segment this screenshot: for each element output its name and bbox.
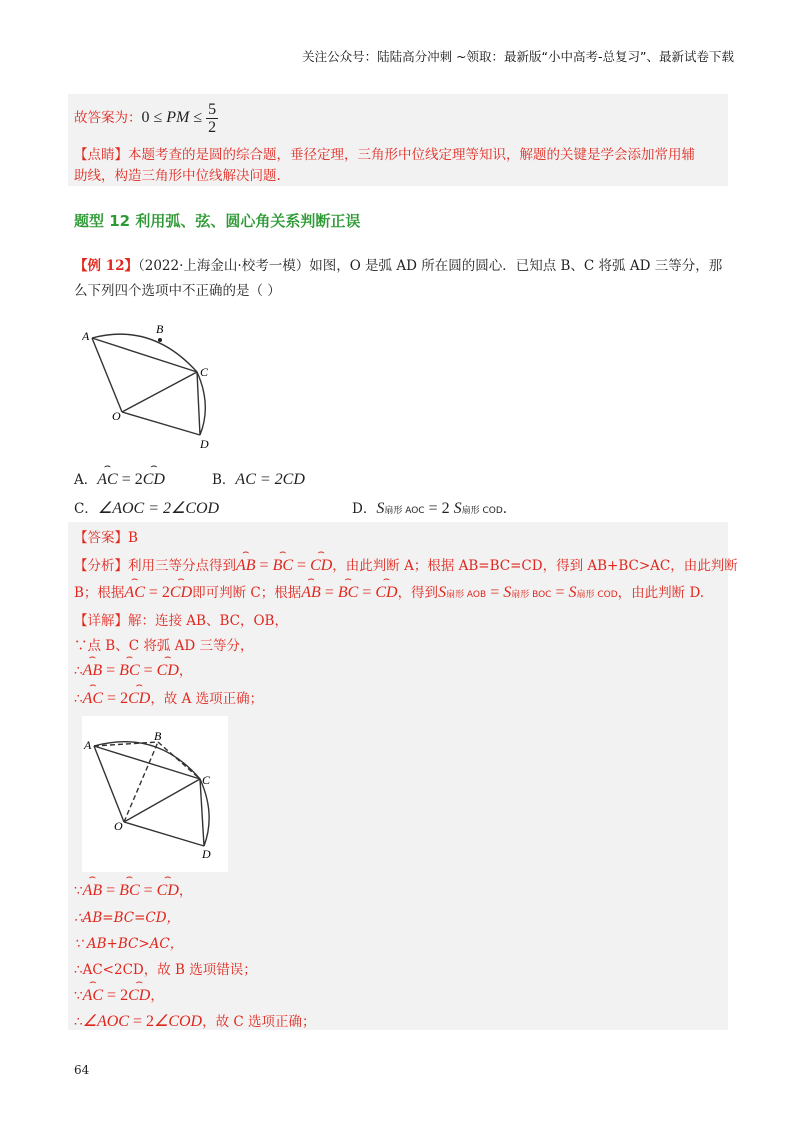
step-1: ∵⌢ AB = ⌢ BC = ⌢ CD，: [74, 881, 192, 901]
step-5: ∵⌢ AC = 2⌢ CD，: [74, 986, 164, 1006]
detail-line-1: 【详解】解：连接 AB、BC，OB，: [74, 613, 288, 629]
segment-ob: [124, 742, 158, 822]
page-number: 64: [74, 1063, 90, 1077]
segment-oc: [122, 372, 197, 412]
label-o: O: [112, 409, 121, 423]
page-header: 关注公众号：陆陆高分冲刺 ~领取：最新版“小中高考-总复习”、最新试卷下载: [302, 49, 734, 64]
comment-line-1: 【点睛】本题考查的是圆的综合题，垂径定理，三角形中位线定理等知识，解题的关键是学会添加常用辅: [74, 147, 695, 163]
answer-tag: 【答案】B: [74, 530, 138, 546]
example-line-1: 【例 12】（2022·上海金山·校考一模）如图，O 是弧 AD 所在圆的圆心．已知点 B、C 将弧 AD 三等分，那: [74, 258, 723, 274]
chord-ac: [92, 338, 197, 372]
chord-bc: [158, 742, 200, 779]
example-line-2: 么下列四个选项中不正确的是（ ）: [74, 283, 281, 299]
figure-arc-ad-detail: [82, 724, 228, 864]
segment-ao: [94, 746, 124, 822]
section-title: 题型 12 利用弧、弦、圆心角关系判断正误: [74, 212, 361, 230]
label-a: A: [82, 329, 90, 343]
analysis-line-1: 【分析】利用三等分点得到⌢ AB = ⌢ BC = ⌢ CD，由此判断 A；根据 AB=BC=CD，得到 AB+BC>AC，由此判断: [74, 556, 738, 576]
comment-line-2: 助线，构造三角形中位线解决问题.: [74, 168, 281, 184]
segment-oc: [124, 779, 200, 822]
figure-arc-ad: [82, 320, 222, 455]
detail-line-4: ∴⌢ AC = 2⌢ CD，故 A 选项正确；: [74, 689, 263, 709]
fraction-five-halves: $\frac{5}{2}$: [208, 101, 217, 136]
point-b: [158, 338, 162, 342]
option-b: B．AC = 2CD: [212, 471, 305, 488]
label-o: O: [114, 819, 123, 833]
answer-line: 故答案为：0 ≤ PM ≤ $\frac{5}{2}$: [74, 101, 217, 136]
step-6: ∴∠AOC = 2∠COD，故 C 选项正确；: [74, 1013, 316, 1030]
option-c: C．∠AOC = 2∠COD: [74, 500, 220, 517]
step-3: ∵ AB+BC>AC，: [74, 936, 184, 952]
segment-od: [122, 412, 200, 435]
label-a: A: [84, 738, 92, 752]
label-b: B: [156, 322, 164, 336]
detail-line-3: ∴⌢ AB = ⌢ BC = ⌢ CD，: [74, 661, 192, 681]
label-d: D: [202, 847, 211, 861]
analysis-line-2: B；根据⌢ AC = 2⌢ CD即可判断 C；根据⌢ AB = ⌢ BC = ⌢ CD，得到S扇形 AOB = S扇形 BOC = S扇形 COD，由此判断 D.: [74, 583, 704, 605]
segment-od: [124, 822, 204, 846]
option-a: A．⌢ AC = 2⌢ CD: [74, 470, 165, 490]
label-d: D: [200, 437, 209, 451]
chord-cd: [197, 372, 200, 435]
detail-line-2: ∵点 B、C 将弧 AD 三等分，: [74, 638, 254, 654]
option-d: D．S扇形 AOC = 2 S扇形 COD.: [352, 500, 508, 517]
step-4: ∴AC<2CD，故 B 选项错误；: [74, 962, 257, 978]
label-c: C: [200, 365, 209, 379]
step-2: ∴AB=BC=CD，: [74, 910, 181, 926]
segment-ao: [92, 338, 122, 412]
label-c: C: [202, 773, 211, 787]
label-b: B: [154, 729, 162, 743]
